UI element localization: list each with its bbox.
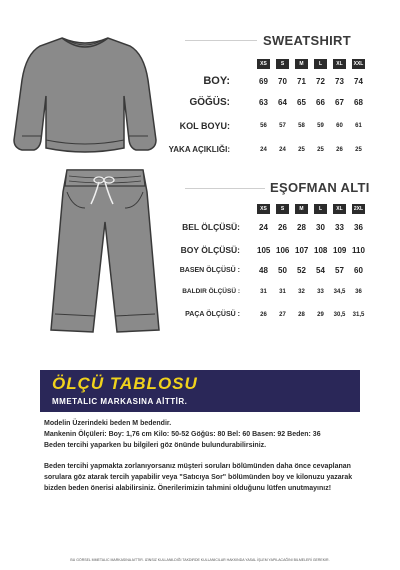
sweatshirt-value-cell: 74 (354, 76, 363, 86)
pants-value-cell: 107 (295, 245, 309, 255)
pants-value-cell: 30,5 (333, 311, 346, 318)
sweatshirt-size-chip: XXL (353, 61, 364, 67)
sweatshirt-value-cell: 57 (279, 123, 286, 129)
pants-size-chip: L (314, 204, 327, 214)
pants-row (0, 266, 371, 275)
pants-size-chip: XL (333, 204, 346, 214)
pants-row (0, 222, 371, 232)
sweatshirt-row-label: KOL BOYU: (179, 121, 230, 131)
pants-value-cell: 32 (298, 288, 305, 295)
pants-value-cell: 33 (335, 222, 344, 232)
sweatshirt-row-label: GÖĞÜS: (189, 97, 230, 108)
pants-row-label: BEL ÖLÇÜSÜ: (182, 222, 240, 232)
pants-size-chip: XS (257, 204, 270, 214)
sweatshirt-value-cell: 73 (335, 76, 344, 86)
pants-value-cell: 28 (297, 222, 306, 232)
sweatshirt-value-cell: 25 (317, 146, 324, 153)
pants-row-values (257, 312, 371, 318)
sweatshirt-row (0, 97, 371, 108)
sweatshirt-value-cell: 59 (317, 123, 324, 129)
banner-title: ÖLÇÜ TABLOSU (52, 374, 198, 393)
sweatshirt-size-header (257, 59, 371, 69)
note-advice: Beden tercihi yapmakta zorlanıyorsanız müşteri soruları bölümünden daha önce cevaplanan sorulara göz atarak tercih yapabilir veya "Satıcıya Sor" bölümünden boy ve kilonuzu yazarak bizden beden önerisi alabilirsiniz. Önerilerimizin tahmini olduğunu lütfen unutmayınız! (44, 463, 353, 492)
pants-title: EŞOFMAN ALTI (270, 180, 370, 195)
pants-row-values (257, 246, 371, 255)
sweatshirt-size-chip: M (295, 59, 308, 69)
pants-value-cell: 26 (260, 311, 267, 318)
pants-value-cell: 26 (278, 222, 287, 232)
sweatshirt-value-cell: 24 (260, 146, 267, 153)
sweatshirt-size-chip: L (314, 59, 327, 69)
sweatshirt-row (0, 75, 371, 87)
sweatshirt-value-cell: 58 (298, 123, 305, 129)
pants-value-cell: 57 (335, 266, 344, 275)
pants-value-cell: 33 (317, 288, 324, 295)
pants-value-cell: 29 (317, 311, 324, 318)
pants-value-cell: 31 (279, 288, 286, 295)
pants-value-cell: 36 (355, 288, 362, 295)
pants-value-cell: 30 (316, 222, 325, 232)
pants-value-cell: 48 (259, 266, 268, 275)
sweatshirt-value-cell: 67 (335, 98, 344, 107)
pants-value-cell: 31,5 (352, 311, 365, 318)
pants-row-values (257, 289, 371, 295)
sweatshirt-value-cell: 65 (297, 98, 306, 107)
pants-value-cell: 28 (298, 311, 305, 318)
sweatshirt-value-cell: 68 (354, 98, 363, 107)
pants-value-cell: 110 (352, 245, 365, 255)
sweatshirt-value-cell: 64 (278, 98, 287, 107)
pants-value-cell: 60 (354, 266, 363, 275)
pants-value-cell: 24 (259, 222, 268, 232)
sweatshirt-value-cell: 70 (278, 76, 287, 86)
pants-size-header (257, 204, 371, 214)
pants-title-rule (185, 188, 265, 189)
sweatshirt-row (0, 145, 371, 154)
sweatshirt-row (0, 121, 371, 131)
pants-value-cell: 106 (276, 245, 290, 255)
sweatshirt-value-cell: 61 (355, 123, 362, 129)
sweatshirt-value-cell: 60 (336, 123, 343, 129)
sweatshirt-value-cell: 56 (260, 123, 267, 129)
note-model-measurements: Mankenin Ölçüleri: Boy: 1,76 cm Kilo: 50-52 Göğüs: 80 Bel: 60 Basen: 92 Beden: 36 (44, 431, 321, 438)
sweatshirt-value-cell: 66 (316, 98, 325, 107)
pants-value-cell: 36 (354, 222, 363, 232)
banner-subtitle: MMETALIC MARKASINA AİTTİR. (52, 397, 188, 406)
pants-value-cell: 27 (279, 311, 286, 318)
pants-row-label: PAÇA ÖLÇÜSÜ : (185, 311, 240, 318)
pants-row (0, 288, 371, 295)
sweatshirt-row-values (257, 77, 371, 86)
sweatshirt-size-chip: XL (333, 59, 346, 69)
pants-row (0, 245, 371, 255)
pants-value-cell: 108 (314, 245, 328, 255)
pants-value-cell: 50 (278, 266, 287, 275)
pants-value-cell: 105 (257, 245, 271, 255)
copyright-footer: BU GÖRSEL MMETALIC MARKASINA AITTIR. IZINSIZ KULLANILDIĞI TAKDIRDE KULLANICILAR HAKKINDA YASAL İŞLEM YAPILACAĞINI BILMELERİ GEREKIR. (70, 558, 330, 562)
sweatshirt-size-chip: XS (257, 59, 270, 69)
sweatshirt-illustration (10, 30, 160, 162)
pants-row (0, 311, 371, 318)
pants-row-values (257, 266, 371, 275)
pants-value-cell: 31 (260, 288, 267, 295)
pants-row-values (257, 223, 371, 232)
sweatshirt-value-cell: 24 (279, 146, 286, 153)
size-notes (44, 418, 364, 494)
pants-size-chip: 2XL (353, 206, 364, 212)
pants-row-label: BASEN ÖLÇÜSÜ : (179, 267, 240, 274)
pants-row-label: BOY ÖLÇÜSÜ: (180, 245, 240, 255)
sweatshirt-value-cell: 72 (316, 76, 325, 86)
sweatshirt-value-cell: 25 (355, 146, 362, 153)
sweatshirt-title-rule (185, 40, 257, 41)
sweatshirt-row-values (257, 98, 371, 107)
sweatshirt-row-label: BOY: (203, 75, 230, 87)
note-consider: Beden tercihi yaparken bu bilgileri göz önünde bulundurabilirsiniz. (44, 442, 267, 449)
pants-size-chip: M (295, 204, 308, 214)
pants-size-chip: S (276, 204, 289, 214)
sweatshirt-size-chip: S (276, 59, 289, 69)
sweatshirt-title: SWEATSHIRT (263, 33, 351, 48)
pants-value-cell: 54 (316, 266, 325, 275)
sweatshirt-value-cell: 25 (298, 146, 305, 153)
sweatshirt-row-values (257, 123, 371, 129)
pants-value-cell: 52 (297, 266, 306, 275)
pants-value-cell: 34,5 (333, 288, 346, 295)
note-model-size: Modelin Üzerindeki beden M bedendir. (44, 420, 172, 427)
sweatshirt-value-cell: 71 (297, 76, 306, 86)
sweatshirt-row-label: YAKA AÇIKLIĞI: (168, 145, 230, 154)
pants-row-label: BALDIR ÖLÇÜSÜ : (182, 288, 240, 295)
sweatshirt-row-values (257, 147, 371, 153)
sweatshirt-value-cell: 26 (336, 146, 343, 153)
size-chart-banner (40, 370, 360, 412)
pants-value-cell: 109 (333, 245, 347, 255)
sweatshirt-value-cell: 63 (259, 98, 268, 107)
sweatshirt-value-cell: 69 (259, 76, 268, 86)
